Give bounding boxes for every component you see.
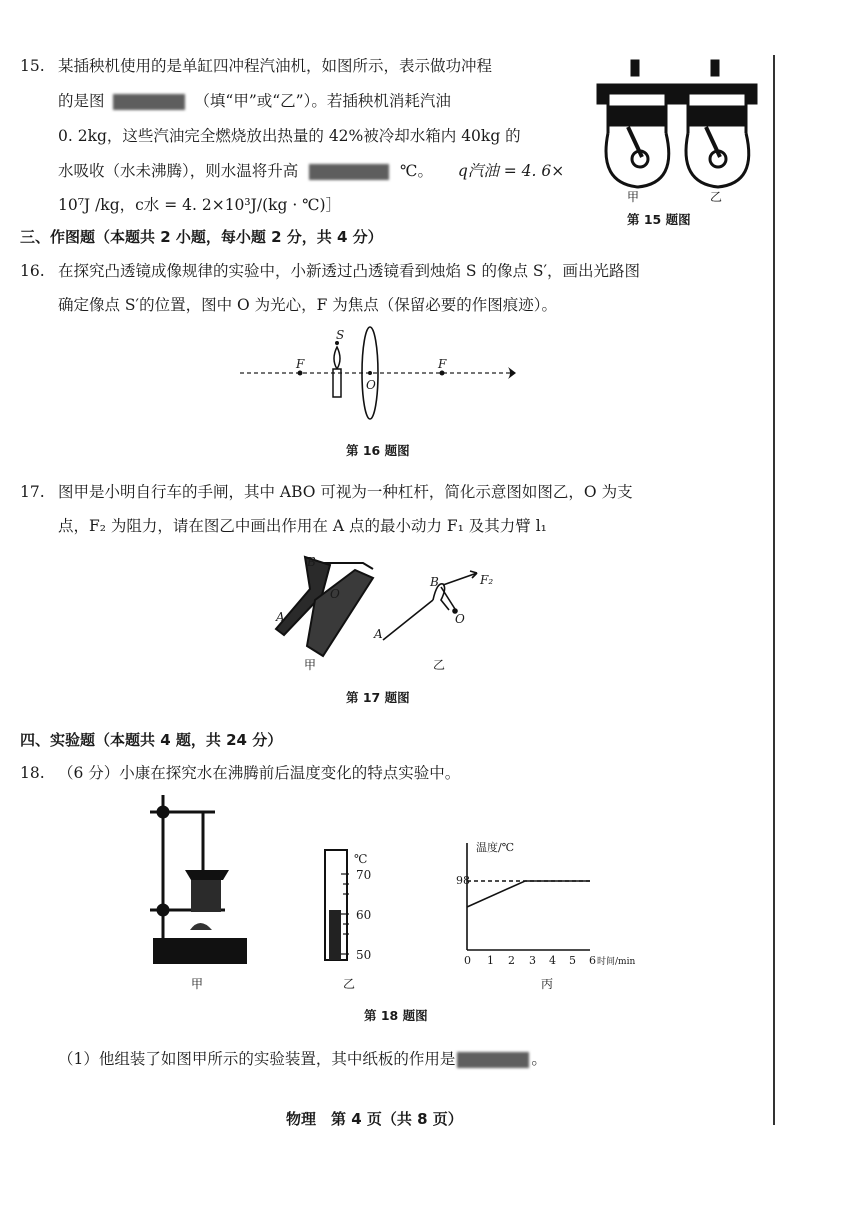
photo-label-A: A	[276, 610, 285, 624]
lever-label-B: B	[430, 575, 439, 589]
engine-label-jia: 甲	[627, 190, 640, 204]
q15-line3: 0. 2kg，这些汽油完全燃烧放出热量的 42%被冷却水箱内 40kg 的	[58, 127, 521, 145]
q15-line4-unit: ℃。	[400, 162, 433, 180]
graph-x-tick: 4	[549, 954, 556, 967]
thermometer-tick-60: 60	[356, 908, 372, 922]
q17-line2: 点，F₂ 为阻力，请在图乙中画出作用在 A 点的最小动力 F₁ 及其力臂 l₁	[58, 517, 547, 535]
q17-figure-caption: 第 17 题图	[346, 690, 410, 705]
q16-line2: 确定像点 S′的位置，图中 O 为光心，F 为焦点（保留必要的作图痕迹）。	[58, 296, 558, 314]
brake-label-yi: 乙	[433, 658, 446, 672]
boiling-apparatus	[145, 790, 255, 970]
q16-figure-caption: 第 16 题图	[346, 443, 410, 458]
graph-x-tick: 2	[508, 954, 515, 967]
lens-label-S: S	[336, 328, 345, 342]
graph-y-label: 温度/℃	[476, 841, 515, 854]
photo-label-B: B	[307, 555, 316, 569]
q18-sub1-end: 。	[531, 1050, 547, 1068]
q18-number: 18.	[20, 764, 45, 782]
section4-heading: 四、实验题（本题共 4 题，共 24 分）	[20, 731, 283, 749]
lever-label-A: A	[374, 627, 383, 641]
q16-line1: 在探究凸透镜成像规律的实验中，小新透过凸透镜看到烛焰 S 的像点 S′，画出光路图	[58, 262, 641, 280]
photo-label-O: O	[330, 587, 340, 601]
graph-x-label: 时间/min	[597, 957, 636, 967]
thermometer-tick-70: 70	[356, 868, 372, 882]
lens-label-F-right: F	[438, 357, 447, 371]
thermometer-unit: ℃	[354, 852, 368, 866]
engine-label-yi: 乙	[710, 190, 723, 204]
graph-x-tick: 3	[529, 954, 536, 967]
q17-number: 17.	[20, 483, 45, 501]
lens-diagram	[240, 325, 540, 425]
brake-lever-diagram	[265, 545, 525, 660]
margin-rule	[773, 55, 775, 1125]
q15-line2	[58, 94, 451, 110]
q17-line1: 图甲是小明自行车的手闸，其中 ABO 可视为一种杠杆，简化示意图如图乙，O 为支	[58, 483, 633, 501]
q15-line2-start: 的是图	[58, 92, 105, 110]
q15-line4	[58, 164, 564, 180]
thermometer-tick-50: 50	[356, 948, 372, 962]
q15-number: 15.	[20, 57, 45, 75]
answer-blank[interactable]	[113, 94, 185, 110]
lens-label-F-left: F	[296, 357, 305, 371]
graph-x-tick: 1	[487, 954, 494, 967]
page-footer: 物理 第 4 页（共 8 页）	[286, 1110, 463, 1128]
lever-label-O: O	[455, 612, 465, 626]
answer-blank[interactable]	[457, 1052, 529, 1068]
section3-heading: 三、作图题（本题共 2 小题，每小题 2 分，共 4 分）	[20, 228, 383, 246]
q15-line1: 某插秧机使用的是单缸四冲程汽油机，如图所示，表示做功冲程	[58, 57, 493, 75]
q18-sub1-text: （1）他组装了如图甲所示的实验装置，其中纸板的作用是	[58, 1050, 456, 1068]
graph-x-tick: 5	[569, 954, 576, 967]
q15-gasoline-heat-value: q汽油 = 4. 6×	[457, 162, 565, 180]
lens-label-O: O	[366, 378, 376, 392]
q18-figure-caption: 第 18 题图	[364, 1008, 428, 1023]
graph-label-bing: 丙	[541, 977, 554, 991]
q16-number: 16.	[20, 262, 45, 280]
q18-sub1	[58, 1052, 547, 1068]
brake-label-jia: 甲	[304, 658, 317, 672]
graph-x-tick: 0	[464, 954, 471, 967]
q15-line5: 10⁷J /kg，c水 = 4. 2×10³J/(kg · ℃)］	[58, 196, 342, 214]
lever-label-F2: F₂	[480, 573, 494, 587]
q15-figure-caption: 第 15 题图	[627, 212, 691, 227]
q15-line4-start: 水吸收（水未沸腾），则水温将升高	[58, 162, 299, 180]
thermometer-label-yi: 乙	[343, 977, 356, 991]
q15-line2-end: （填“甲”或“乙”）。若插秧机消耗汽油	[194, 92, 451, 110]
q18-line1: （6 分）小康在探究水在沸腾前后温度变化的特点实验中。	[58, 764, 461, 782]
apparatus-label-jia: 甲	[191, 977, 204, 991]
graph-x-tick: 6	[589, 954, 596, 967]
graph-y-98: 98	[456, 874, 470, 887]
engine-diagram	[588, 55, 768, 195]
answer-blank[interactable]	[309, 164, 389, 180]
